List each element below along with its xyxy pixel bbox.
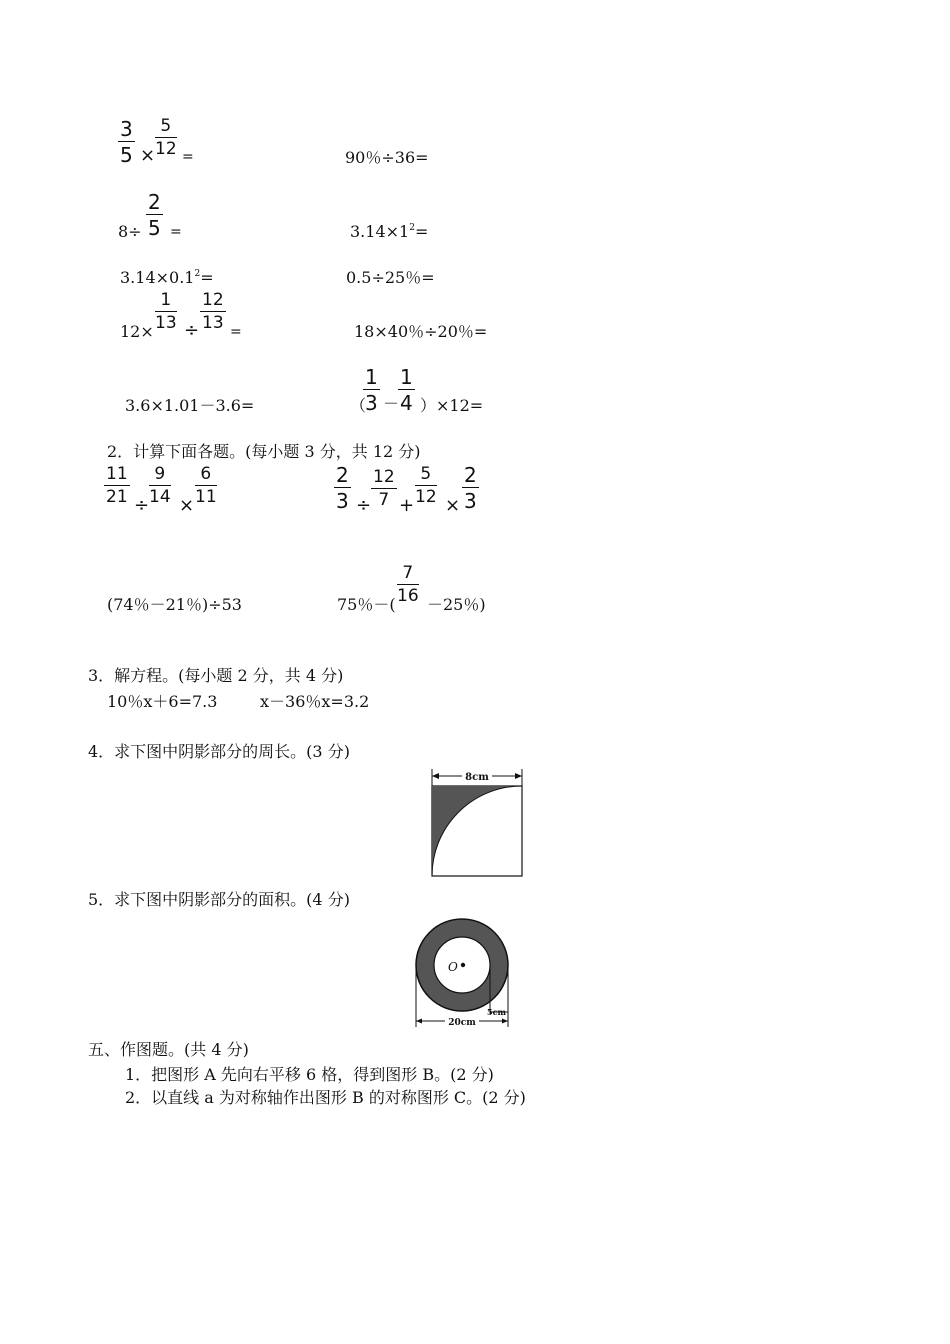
arrowhead-right bbox=[502, 1019, 508, 1024]
problem-314-times-01sq: $3.14\times 0.1^2=$ bbox=[120, 268, 214, 287]
problem-74pct-minus-21pct: (74％－21％)÷53 bbox=[107, 595, 242, 614]
paren-close-times-12: ）×12= bbox=[420, 396, 484, 415]
problem-314-times-1sq: $3.14\times 1^2=$ bbox=[350, 222, 429, 241]
fraction-2-5: 2 5 bbox=[148, 190, 161, 240]
equals-sign: = bbox=[182, 149, 194, 165]
section-5-heading: 5．求下图中阴影部分的面积。(4 分) bbox=[88, 890, 350, 909]
dimension-label: 8cm bbox=[465, 772, 489, 783]
problem-75pct-tail: －25％) bbox=[427, 595, 486, 614]
quarter-circle-figure bbox=[426, 766, 528, 878]
divide-sign: ÷ bbox=[134, 495, 150, 516]
section-6-heading: 五、作图题。(共 4 分) bbox=[88, 1040, 249, 1059]
arrowhead-left bbox=[416, 1019, 422, 1024]
center-label: O bbox=[448, 960, 458, 974]
problem-75pct-lead: 75％－( bbox=[337, 595, 396, 614]
times-sign: × bbox=[445, 495, 461, 516]
section-2-heading: 2．计算下面各题。(每小题 3 分，共 12 分) bbox=[107, 442, 421, 461]
fraction-7-16: 7 16 bbox=[397, 563, 419, 606]
equals-sign: = bbox=[170, 224, 182, 240]
divide-sign: ÷ bbox=[356, 495, 372, 516]
fraction-11-21: 11 21 bbox=[106, 464, 128, 507]
center-point bbox=[461, 963, 465, 967]
drawing-item-2: 2．以直线 a 为对称轴作出图形 B 的对称图形 C。(2 分) bbox=[125, 1088, 526, 1107]
equals-sign: = bbox=[230, 324, 242, 340]
fraction-1-3: 1 3 bbox=[365, 365, 378, 415]
problem-18-times-40pct: 18×40％÷20％= bbox=[354, 322, 488, 341]
fraction-12-13: 12 13 bbox=[202, 290, 224, 333]
fraction-2-3: 2 3 bbox=[336, 463, 349, 513]
problem-12-times-lead: 12× bbox=[120, 322, 154, 341]
fraction-3-5: 3 5 bbox=[120, 117, 133, 167]
problem-36-times-101: 3.6×1.01－3.6= bbox=[125, 396, 255, 415]
shaded-region bbox=[432, 786, 522, 876]
section-4-heading: 4．求下图中阴影部分的周长。(3 分) bbox=[88, 742, 350, 761]
section-3-heading: 3．解方程。(每小题 2 分，共 4 分) bbox=[88, 666, 344, 685]
problem-05-div-25pct: 0.5÷25％= bbox=[346, 268, 435, 287]
fraction-1-13: 1 13 bbox=[155, 290, 177, 333]
equation-2: x－36％x=3.2 bbox=[260, 692, 370, 711]
fraction-9-14: 9 14 bbox=[149, 464, 171, 507]
times-sign: × bbox=[179, 495, 195, 516]
drawing-item-1: 1．把图形 A 先向右平移 6 格，得到图形 B。(2 分) bbox=[125, 1065, 494, 1084]
arrowhead-right bbox=[515, 773, 522, 779]
plus-sign: + bbox=[399, 495, 415, 516]
fraction-12-7: 12 7 bbox=[373, 467, 395, 510]
fraction-5-12: 5 12 bbox=[155, 116, 177, 159]
problem-90pct-div-36: 90％÷36= bbox=[345, 148, 429, 167]
problem-8-div-lead: 8÷ bbox=[118, 222, 142, 241]
arrowhead-left bbox=[432, 773, 439, 779]
paren-open: （ bbox=[350, 396, 367, 415]
diameter-label: 20cm bbox=[448, 1018, 476, 1028]
ring-figure bbox=[413, 914, 525, 1030]
times-sign: × bbox=[140, 145, 156, 166]
divide-sign: ÷ bbox=[184, 320, 200, 341]
equation-1: 10％x＋6=7.3 bbox=[107, 692, 218, 711]
minus-sign: － bbox=[383, 394, 400, 413]
fraction-5-12: 5 12 bbox=[415, 464, 437, 507]
fraction-6-11: 6 11 bbox=[195, 464, 217, 507]
ring-label: 5cm bbox=[487, 1007, 506, 1017]
fraction-2-3-b: 2 3 bbox=[464, 463, 477, 513]
fraction-1-4: 1 4 bbox=[400, 365, 413, 415]
